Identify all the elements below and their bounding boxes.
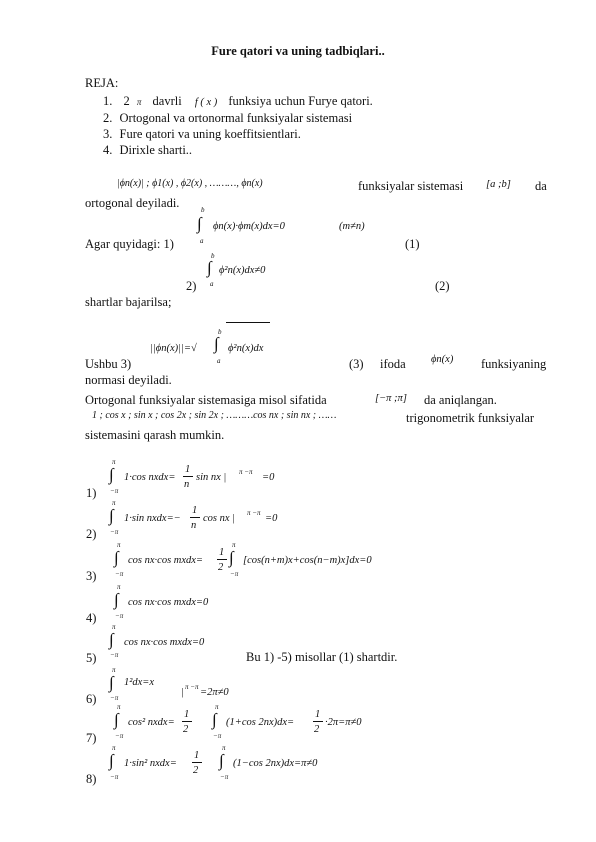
formula-number: 5) bbox=[86, 651, 97, 665]
limit-top: b bbox=[211, 252, 215, 260]
para1-line2: ortogonal deyiladi. bbox=[85, 196, 180, 210]
formula-number: 8) bbox=[86, 772, 97, 786]
formula-number: 1) bbox=[86, 486, 97, 500]
integral-sign: ∫ bbox=[197, 214, 202, 233]
formula-body: cos² nxdx= bbox=[128, 717, 175, 728]
plan-pre: 2 bbox=[123, 94, 130, 108]
integral-sign: ∫ bbox=[109, 465, 114, 484]
document-title: Fure qatori va uning tadbiqlari.. bbox=[211, 44, 385, 58]
limit-bottom: −π bbox=[110, 773, 119, 781]
formula-body: 1·sin² nxdx= bbox=[124, 758, 177, 769]
equation-number-2: (2) bbox=[435, 279, 450, 293]
limit-bottom: a bbox=[217, 357, 221, 365]
fraction-bar bbox=[182, 721, 192, 722]
ushbu-label: Ushbu 3) bbox=[85, 357, 132, 371]
integral-sign: ∫ bbox=[207, 258, 212, 277]
fraction-numerator: 1 bbox=[184, 709, 190, 720]
formula-number: 4) bbox=[86, 611, 97, 625]
equation-number-1: (1) bbox=[405, 237, 420, 251]
formula-rest: (1+cos 2nx)dx= bbox=[226, 717, 295, 728]
reja-label: REJA: bbox=[85, 76, 119, 90]
sqrt-bar bbox=[226, 322, 270, 323]
limit-bottom: a bbox=[210, 280, 214, 288]
limit-bottom: −π bbox=[115, 732, 124, 740]
limit-bottom: −π bbox=[110, 528, 119, 536]
formula-number: 3) bbox=[86, 569, 97, 583]
limit-top: π bbox=[215, 703, 219, 711]
phi-n-symbol: ϕn(x) bbox=[431, 354, 454, 365]
integral-sign: ∫ bbox=[114, 548, 119, 567]
normasi-text: normasi deyiladi. bbox=[85, 373, 172, 387]
fraction-bar bbox=[183, 476, 193, 477]
trig-system-formula: 1 ; cos x ; sin x ; cos 2x ; sin 2x ; ………cos nx ; sin nx ; …… bbox=[92, 410, 337, 421]
integral-sign: ∫ bbox=[114, 710, 119, 729]
fraction-numerator: 1 bbox=[192, 505, 198, 516]
interval-ab: [a ;b] bbox=[486, 179, 511, 190]
plan-num: 4. bbox=[103, 143, 113, 157]
plan-num: 2. bbox=[103, 111, 113, 125]
condition-2-label: 2) bbox=[186, 279, 197, 293]
fraction-numerator: 1 bbox=[315, 709, 321, 720]
limit-top: π bbox=[117, 703, 121, 711]
plan-text: Dirixle sharti.. bbox=[119, 143, 193, 157]
funksiyaning-text: funksiyaning bbox=[481, 357, 547, 371]
plan-mid: davrli bbox=[152, 94, 182, 108]
fraction-numerator: 1 bbox=[194, 750, 200, 761]
formula-rest: cos nx | bbox=[203, 513, 236, 524]
integral-sign: ∫ bbox=[114, 590, 119, 609]
limit-top: π bbox=[232, 541, 236, 549]
formula-body: cos nx·cos mxdx=0 bbox=[124, 637, 205, 648]
limit-top: π bbox=[117, 541, 121, 549]
formula-rest: sin nx | bbox=[196, 472, 227, 483]
misol-text: Ortogonal funksiyalar sistemasiga misol sifatida bbox=[85, 393, 327, 407]
limit-top: π bbox=[112, 623, 116, 631]
limit-bottom: −π bbox=[220, 773, 229, 781]
limit-bottom: a bbox=[200, 237, 204, 245]
plan-text: Fure qatori va uning koeffitsientlari. bbox=[119, 127, 301, 141]
fraction-denominator: 2 bbox=[183, 724, 189, 735]
integral-sign: ∫ bbox=[109, 751, 114, 770]
limit-top: π bbox=[117, 583, 121, 591]
limit-top: π bbox=[112, 499, 116, 507]
para1-text: funksiyalar sistemasi bbox=[358, 179, 464, 193]
ifoda-text: ifoda bbox=[380, 357, 406, 371]
fraction-numerator: 1 bbox=[185, 464, 191, 475]
integral-sign: ∫ bbox=[109, 673, 114, 692]
formula-body: 1²dx=x bbox=[124, 677, 155, 688]
formula-end: =0 bbox=[265, 513, 278, 524]
limit-top: π bbox=[112, 666, 116, 674]
plan-post: funksiya uchun Furye qatori. bbox=[228, 94, 373, 108]
norm-integrand: ϕ²n(x)dx bbox=[228, 343, 264, 354]
formula-body: 1·sin nxdx=− bbox=[124, 513, 181, 524]
integral-sign: ∫ bbox=[229, 548, 234, 567]
fraction-bar bbox=[192, 762, 202, 763]
limit-bottom: −π bbox=[115, 570, 124, 578]
formula-number: 6) bbox=[86, 692, 97, 706]
formula-end: =0 bbox=[262, 472, 275, 483]
trig-line2: sistemasini qarash mumkin. bbox=[85, 428, 225, 442]
limit-bottom: −π bbox=[115, 612, 124, 620]
formula-end: =2π≠0 bbox=[200, 687, 229, 698]
norm-nonzero-integral: ϕ²n(x)dx≠0 bbox=[219, 265, 266, 276]
formula-rest: [cos(n+m)x+cos(n−m)x]dx=0 bbox=[243, 555, 372, 566]
function-system-formula: |ϕn(x)| ; ϕ1(x) , ϕ2(x) , ………, ϕn(x) bbox=[117, 178, 263, 189]
formula-end: ·2π=π≠0 bbox=[325, 717, 362, 728]
integral-sign: ∫ bbox=[212, 710, 217, 729]
evaluation-limits: π −π bbox=[185, 683, 199, 691]
plan-item-1 bbox=[103, 94, 373, 110]
trig-text: trigonometrik funksiyalar bbox=[406, 411, 535, 425]
shartlar-text: shartlar bajarilsa; bbox=[85, 295, 172, 309]
limit-bottom: −π bbox=[230, 570, 239, 578]
plan-func: f ( x ) bbox=[194, 97, 218, 108]
limit-bottom: −π bbox=[110, 487, 119, 495]
integral-sign: ∫ bbox=[109, 630, 114, 649]
integral-sign: ∫ bbox=[214, 334, 219, 353]
pi-symbol: π bbox=[136, 97, 142, 107]
condition-1-label: Agar quyidagi: 1) bbox=[85, 237, 174, 251]
integral-sign: ∫ bbox=[109, 506, 114, 525]
formula-body: cos nx·cos mxdx=0 bbox=[128, 597, 209, 608]
formula-rest: (1−cos 2nx)dx=π≠0 bbox=[233, 758, 318, 769]
plan-item-4 bbox=[103, 143, 192, 159]
orthogonality-integral: ϕn(x)·ϕm(x)dx=0 bbox=[213, 221, 285, 232]
limit-top: b bbox=[201, 206, 205, 214]
limit-top: π bbox=[112, 458, 116, 466]
fraction-bar bbox=[313, 721, 323, 722]
fraction-denominator: 2 bbox=[314, 724, 320, 735]
formula-number: 7) bbox=[86, 731, 97, 745]
evaluation-limits: π −π bbox=[239, 468, 253, 476]
fraction-denominator: n bbox=[191, 520, 197, 531]
plan-text: Ortogonal va ortonormal funksiyalar sistemasi bbox=[119, 111, 353, 125]
note-text: Bu 1) -5) misollar (1) shartdir. bbox=[246, 650, 398, 664]
interval-pi: [−π ;π] bbox=[375, 393, 407, 404]
plan-num: 1. bbox=[103, 94, 113, 108]
limit-top: b bbox=[218, 328, 222, 336]
fraction-denominator: 2 bbox=[193, 765, 199, 776]
integral-sign: ∫ bbox=[219, 751, 224, 770]
formula-number: 2) bbox=[86, 527, 97, 541]
limit-bottom: −π bbox=[110, 694, 119, 702]
limit-bottom: −π bbox=[110, 651, 119, 659]
plan-item-2 bbox=[103, 111, 352, 127]
plan-num: 3. bbox=[103, 127, 113, 141]
plan-item-3 bbox=[103, 127, 301, 143]
equation-number-3: (3) bbox=[349, 357, 364, 371]
evaluation-limits: π −π bbox=[247, 509, 261, 517]
fraction-denominator: 2 bbox=[218, 562, 224, 573]
formula-body: 1·cos nxdx= bbox=[124, 472, 176, 483]
condition-m-ne-n: (m≠n) bbox=[339, 221, 365, 232]
misol-text-end: da aniqlangan. bbox=[424, 393, 497, 407]
limit-bottom: −π bbox=[213, 732, 222, 740]
fraction-denominator: n bbox=[184, 479, 190, 490]
formula-rest: | bbox=[181, 687, 184, 698]
limit-top: π bbox=[112, 744, 116, 752]
para1-da: da bbox=[535, 179, 547, 193]
fraction-numerator: 1 bbox=[219, 547, 225, 558]
fraction-bar bbox=[190, 517, 200, 518]
limit-top: π bbox=[222, 744, 226, 752]
fraction-bar bbox=[217, 559, 227, 560]
formula-body: cos nx·cos mxdx= bbox=[128, 555, 204, 566]
norm-formula: ||ϕn(x)||=√ bbox=[150, 343, 197, 354]
